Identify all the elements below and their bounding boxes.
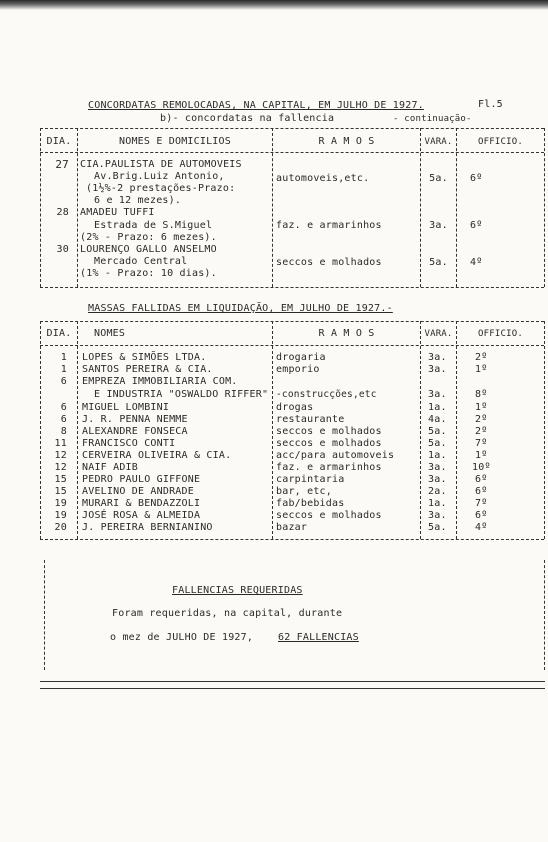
row-dia: 19 (54, 498, 67, 509)
row-officio: 2º (475, 414, 488, 425)
row-ramos: automoveis,etc. (276, 173, 370, 184)
row-officio: 1º (475, 450, 488, 461)
row-ramos: faz. e armarinhos (276, 220, 382, 231)
row-dia: 27 (55, 158, 69, 171)
row-dia: 15 (54, 474, 67, 485)
row-dia: 15 (54, 486, 67, 497)
row-vara: 5a. (428, 426, 447, 437)
page-reference: Fl.5 (478, 99, 503, 110)
row-vara: 1a. (428, 498, 447, 509)
row-vara: 3a. (428, 474, 447, 485)
row-terms: (1% - Prazo: 10 dias). (80, 268, 217, 279)
row-officio: 7º (475, 438, 488, 449)
row-ramos: seccos e molhados (276, 438, 382, 449)
header-officio: OFFICIO. (478, 329, 523, 339)
header-dia: DIA. (46, 328, 72, 339)
row-name: E INDUSTRIA "OSWALDO RIFFER" (94, 389, 269, 400)
row-vara: 3a. (428, 352, 447, 363)
header-dia: DIA. (46, 136, 72, 147)
row-name: EMPREZA IMMOBILIARIA COM. (82, 376, 238, 387)
row-dia: 1 (60, 364, 67, 375)
row-officio: 1º (475, 402, 488, 413)
row-ramos: seccos e molhados (276, 426, 382, 437)
row-vara: 5a. (428, 522, 447, 533)
scan-top-shadow (0, 0, 548, 10)
row-dia: 19 (54, 510, 67, 521)
row-ramos: emporio (276, 364, 320, 375)
row-terms: (1½%-2 prestações-Prazo: (86, 183, 236, 194)
row-terms-cont: 6 e 12 mezes). (94, 195, 182, 206)
row-officio: 6º (475, 486, 488, 497)
row-dia: 28 (56, 207, 69, 218)
row-dia: 11 (54, 438, 67, 449)
header-nomes-domicilios: NOMES E DOMICILIOS (119, 136, 231, 147)
row-ramos: drogaria (276, 352, 326, 363)
row-name: J. R. PENNA NEMME (82, 414, 188, 425)
row-ramos: faz. e armarinhos (276, 462, 382, 473)
row-name: NAIF ADIB (82, 462, 138, 473)
row-ramos: acc/para automoveis (276, 450, 395, 461)
row-name: LOPES & SIMÕES LTDA. (82, 352, 207, 363)
bottom-rule-2 (40, 688, 545, 689)
row-ramos: seccos e molhados (276, 510, 382, 521)
bottom-rule-1 (40, 681, 545, 682)
fallencias-count: 62 FALLENCIAS (278, 632, 359, 643)
concordatas-subtitle: b)- concordatas na fallencia (160, 113, 335, 124)
row-officio: 6º (475, 474, 488, 485)
row-officio: 1º (475, 364, 488, 375)
header-officio: OFFICIO. (478, 137, 523, 147)
row-officio: 2º (475, 426, 488, 437)
row-ramos: seccos e molhados (276, 257, 382, 268)
row-ramos: bazar (276, 522, 308, 533)
row-officio: 6º (475, 510, 488, 521)
row-vara: 1a. (428, 450, 447, 461)
row-name: PEDRO PAULO GIFFONE (82, 474, 201, 485)
row-vara: 4a. (428, 414, 447, 425)
row-ramos: carpintaria (276, 474, 345, 485)
row-dia: 8 (60, 426, 67, 437)
row-vara: 5a. (429, 173, 448, 184)
row-name: CIA.PAULISTA DE AUTOMOVEIS (80, 159, 242, 170)
row-dia: 6 (60, 402, 67, 413)
row-name: AMADEU TUFFI (80, 207, 155, 218)
row-address: Mercado Central (94, 256, 188, 267)
row-address: Av.Brig.Luiz Antonio, (94, 171, 225, 182)
massas-title: MASSAS FALLIDAS EM LIQUIDAÇÃO, EM JULHO DE 1927.- (88, 303, 393, 314)
row-officio: 10º (472, 462, 491, 473)
row-vara: 3a. (428, 462, 447, 473)
row-vara: 2a. (428, 486, 447, 497)
row-name: AVELINO DE ANDRADE (82, 486, 194, 497)
row-ramos: bar, etc, (276, 486, 332, 497)
row-name: ALEXANDRE FONSECA (82, 426, 188, 437)
row-name: MIGUEL LOMBINI (82, 402, 170, 413)
header-nomes: NOMES (94, 328, 126, 339)
row-name: JOSÉ ROSA & ALMEIDA (82, 510, 201, 521)
header-ramos: R A M O S (318, 136, 375, 147)
fallencias-title: FALLENCIAS REQUERIDAS (172, 585, 303, 596)
row-officio: 4º (470, 257, 483, 268)
row-officio: 6º (470, 220, 483, 231)
row-vara: 5a. (429, 257, 448, 268)
fallencias-line-1: Foram requeridas, na capital, durante (112, 608, 343, 619)
row-name: CERVEIRA OLIVEIRA & CIA. (82, 450, 232, 461)
row-name: SANTOS PEREIRA & CIA. (82, 364, 213, 375)
header-vara: VARA. (424, 329, 453, 339)
row-ramos: -construcções,etc (276, 389, 377, 400)
row-vara: 3a. (428, 364, 447, 375)
row-dia: 12 (54, 462, 67, 473)
row-officio: 8º (475, 389, 488, 400)
row-name: J. PEREIRA BERNIANINO (82, 522, 213, 533)
header-vara: VARA. (424, 137, 453, 147)
fallencias-line-2: o mez de JULHO DE 1927, (110, 632, 254, 643)
row-officio: 6º (470, 173, 483, 184)
row-address: Estrada de S.Miguel (94, 220, 213, 231)
row-dia: 6 (60, 376, 67, 387)
row-vara: 1a. (428, 402, 447, 413)
row-terms: (2% - Prazo: 6 mezes). (80, 232, 217, 243)
header-ramos: R A M O S (318, 328, 375, 339)
row-name: MURARI & BENDAZZOLI (82, 498, 201, 509)
row-dia: 12 (54, 450, 67, 461)
row-name: FRANCISCO CONTI (82, 438, 176, 449)
row-vara: 5a. (428, 438, 447, 449)
row-ramos: restaurante (276, 414, 345, 425)
row-dia: 1 (60, 352, 67, 363)
row-vara: 3a. (429, 220, 448, 231)
row-ramos: fab/bebidas (276, 498, 345, 509)
row-officio: 2º (475, 352, 488, 363)
row-vara: 3a. (428, 510, 447, 521)
row-dia: 6 (60, 414, 67, 425)
row-dia: 20 (54, 522, 67, 533)
continuation-note: - continuação- (393, 114, 472, 124)
row-dia: 30 (56, 244, 69, 255)
row-officio: 4º (475, 522, 488, 533)
concordatas-title: CONCORDATAS REMOLOCADAS, NA CAPITAL, EM JULHO DE 1927. (88, 100, 424, 111)
row-officio: 7º (475, 498, 488, 509)
row-ramos: drogas (276, 402, 314, 413)
row-name: LOURENÇO GALLO ANSELMO (80, 244, 217, 255)
row-vara: 3a. (428, 389, 447, 400)
